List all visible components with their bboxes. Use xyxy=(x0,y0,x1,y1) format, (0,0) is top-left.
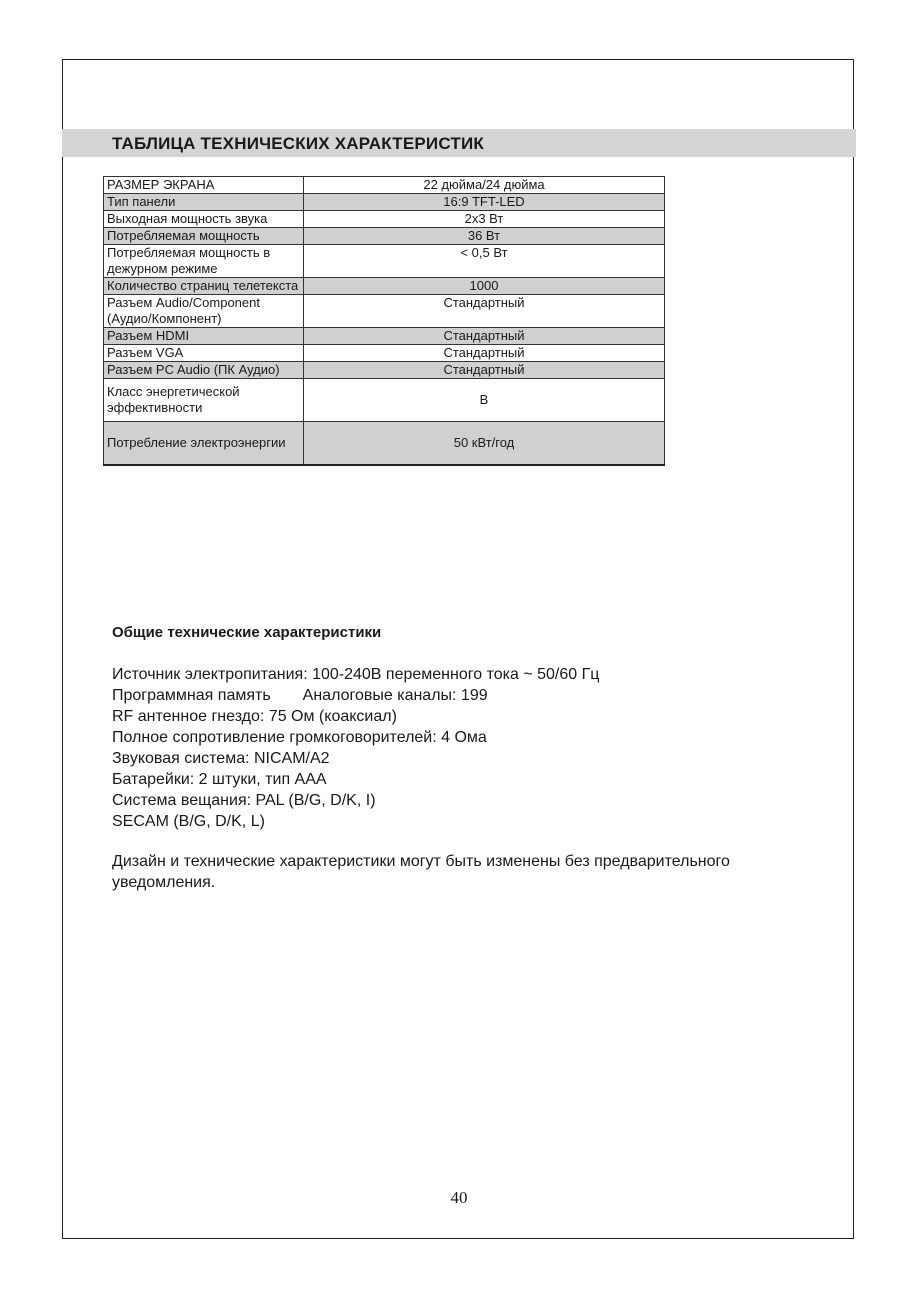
spec-key: Тип панели xyxy=(104,194,304,211)
spec-value: Стандартный xyxy=(304,295,665,328)
program-memory-label: Программная память xyxy=(112,687,271,704)
broadcast-system-line: Система вещания: PAL (B/G, D/K, I) xyxy=(112,792,376,809)
general-specs-list xyxy=(112,664,599,832)
spec-value: 50 кВт/год xyxy=(304,422,665,466)
spec-value: B xyxy=(304,379,665,422)
spec-value: Стандартный xyxy=(304,362,665,379)
spec-key: Потребляемая мощность в дежурном режиме xyxy=(104,245,304,278)
program-memory-value: Аналоговые каналы: 199 xyxy=(302,687,488,704)
table-row xyxy=(104,228,665,245)
spec-key: Разъем PC Audio (ПК Аудио) xyxy=(104,362,304,379)
table-row xyxy=(104,379,665,422)
spec-value: < 0,5 Вт xyxy=(304,245,665,278)
secam-line: SECAM (B/G, D/K, L) xyxy=(112,813,265,830)
table-row xyxy=(104,211,665,228)
page-number: 40 xyxy=(450,1188,468,1207)
spec-key: Количество страниц телетекста xyxy=(104,278,304,295)
spec-value: 36 Вт xyxy=(304,228,665,245)
spec-value: Стандартный xyxy=(304,328,665,345)
power-source-line: Источник электропитания: 100-240В переменного тока ~ 50/60 Гц xyxy=(112,666,600,683)
spec-table xyxy=(103,176,665,466)
batteries-line: Батарейки: 2 штуки, тип AAA xyxy=(112,771,327,788)
table-row xyxy=(104,422,665,466)
spec-key: Разъем VGA xyxy=(104,345,304,362)
spec-key: Выходная мощность звука xyxy=(104,211,304,228)
table-row xyxy=(104,194,665,211)
table-row xyxy=(104,245,665,278)
general-specs-heading: Общие технические характеристики xyxy=(112,624,382,641)
speaker-impedance-line: Полное сопротивление громкоговорителей: 4 Ома xyxy=(112,729,487,746)
spec-value: 22 дюйма/24 дюйма xyxy=(304,177,665,194)
spec-value: Стандартный xyxy=(304,345,665,362)
spec-key: Разъем Audio/Component (Аудио/Компонент) xyxy=(104,295,304,328)
table-row xyxy=(104,328,665,345)
rf-antenna-line: RF антенное гнездо: 75 Ом (коаксиал) xyxy=(112,708,397,725)
table-row xyxy=(104,177,665,194)
spec-key: РАЗМЕР ЭКРАНА xyxy=(104,177,304,194)
spec-key: Потребление электроэнергии xyxy=(104,422,304,466)
page-title: ТАБЛИЦА ТЕХНИЧЕСКИХ ХАРАКТЕРИСТИК xyxy=(112,134,484,153)
spec-value: 1000 xyxy=(304,278,665,295)
spec-value: 16:9 TFT-LED xyxy=(304,194,665,211)
program-memory-line xyxy=(112,685,599,706)
spec-key: Потребляемая мощность xyxy=(104,228,304,245)
disclaimer-text: Дизайн и технические характеристики могут быть изменены без предварительного уведомления. xyxy=(112,853,730,891)
table-row xyxy=(104,295,665,328)
table-row xyxy=(104,345,665,362)
table-row xyxy=(104,278,665,295)
spec-value: 2x3 Вт xyxy=(304,211,665,228)
sound-system-line: Звуковая система: NICAM/A2 xyxy=(112,750,330,767)
spec-key: Класс энергетической эффективности xyxy=(104,379,304,422)
table-row xyxy=(104,362,665,379)
spec-key: Разъем HDMI xyxy=(104,328,304,345)
